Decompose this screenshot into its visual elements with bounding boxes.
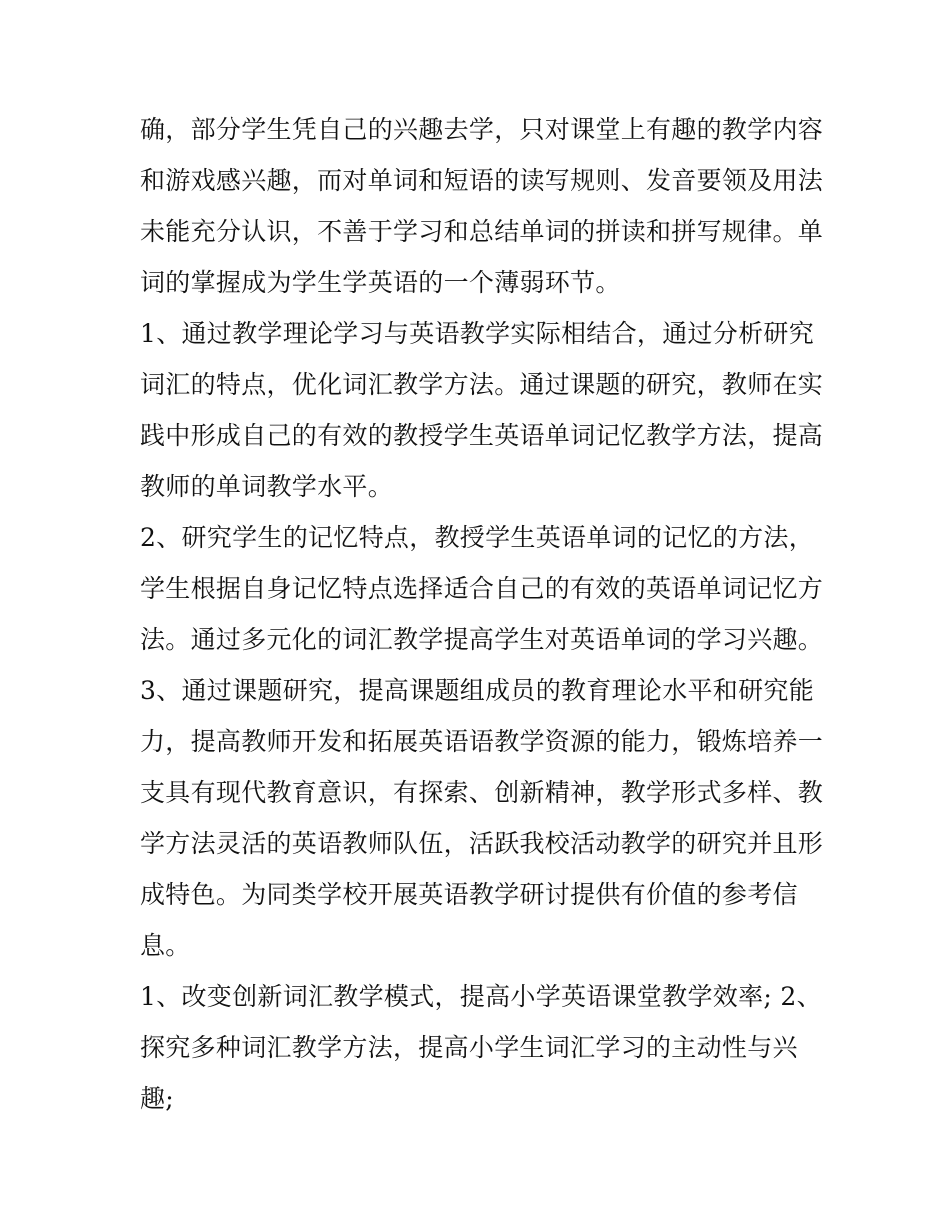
text-line: 3、通过课题研究，提高课题组成员的教育理论水平和研究能 bbox=[140, 676, 815, 705]
text-line: 趣; bbox=[140, 1084, 175, 1113]
body-text bbox=[140, 104, 824, 1124]
text-line: 1、改变创新词汇教学模式，提高小学英语课堂教学效率; 2、 bbox=[140, 982, 822, 1011]
text-line: 学方法灵活的英语教师队伍，活跃我校活动教学的研究并且形 bbox=[140, 829, 824, 858]
text-line: 法。通过多元化的词汇教学提高学生对英语单词的学习兴趣。 bbox=[140, 625, 824, 654]
text-line: 词的掌握成为学生学英语的一个薄弱环节。 bbox=[140, 268, 621, 297]
text-line: 息。 bbox=[140, 931, 191, 960]
text-line: 词汇的特点，优化词汇教学方法。通过课题的研究，教师在实 bbox=[140, 370, 824, 399]
text-line: 探究多种词汇教学方法，提高小学生词汇学习的主动性与兴 bbox=[140, 1033, 798, 1062]
text-line: 学生根据自身记忆特点选择适合自己的有效的英语单词记忆方 bbox=[140, 574, 824, 603]
text-line: 未能充分认识，不善于学习和总结单词的拼读和拼写规律。单 bbox=[140, 217, 824, 246]
text-line: 确，部分学生凭自己的兴趣去学，只对课堂上有趣的教学内容 bbox=[140, 115, 824, 144]
text-line: 和游戏感兴趣，而对单词和短语的读写规则、发音要领及用法 bbox=[140, 166, 824, 195]
text-line: 教师的单词教学水平。 bbox=[140, 472, 394, 501]
text-line: 成特色。为同类学校开展英语教学研讨提供有价值的参考信 bbox=[140, 880, 798, 909]
text-line: 2、研究学生的记忆特点，教授学生英语单词的记忆的方法， bbox=[140, 523, 815, 552]
text-line: 力，提高教师开发和拓展英语语教学资源的能力，锻炼培养一 bbox=[140, 727, 824, 756]
text-line: 支具有现代教育意识，有探索、创新精神，教学形式多样、教 bbox=[140, 778, 824, 807]
text-line: 1、通过教学理论学习与英语教学实际相结合，通过分析研究 bbox=[140, 319, 815, 348]
text-line: 践中形成自己的有效的教授学生英语单词记忆教学方法，提高 bbox=[140, 421, 824, 450]
